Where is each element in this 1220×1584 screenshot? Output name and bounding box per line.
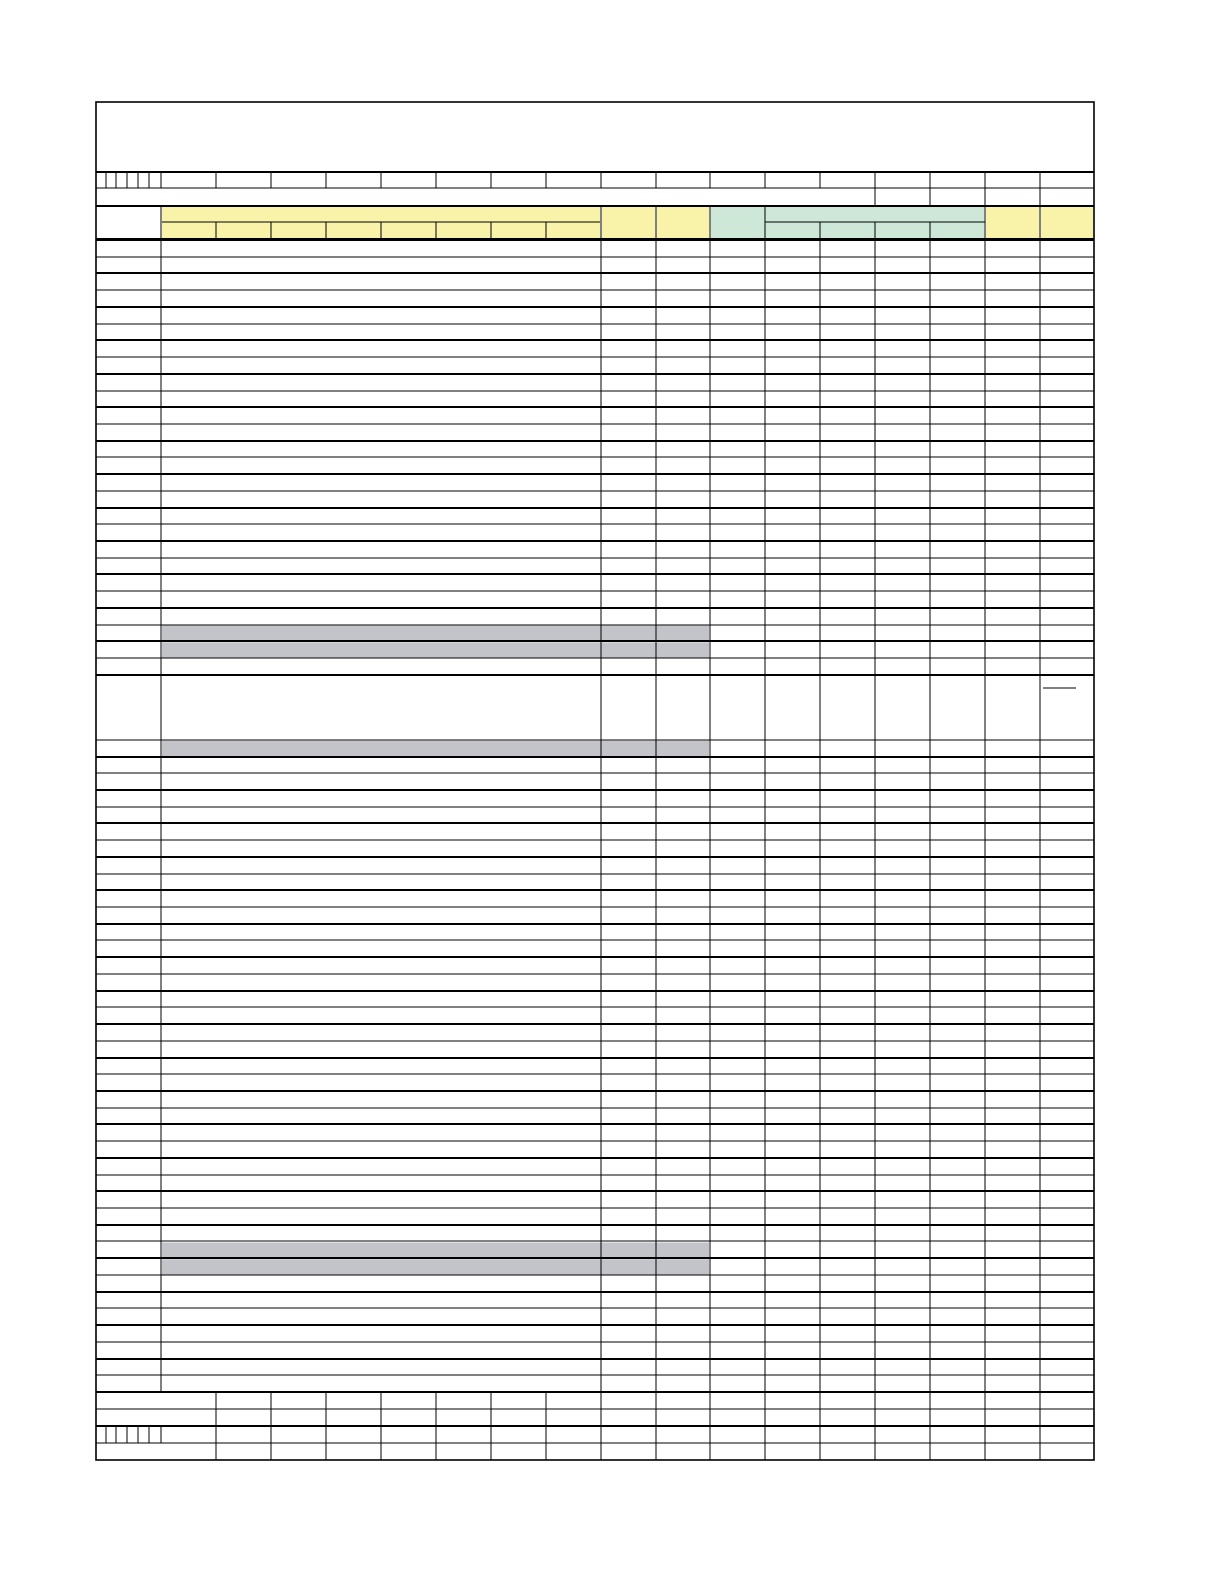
grayed-row <box>162 1242 709 1258</box>
yellow-header-cell <box>657 207 709 239</box>
yellow-header-cell <box>1041 207 1093 239</box>
grayed-row <box>162 626 709 642</box>
green-header-block <box>711 207 984 239</box>
yellow-header-cell <box>986 207 1039 239</box>
grayed-row <box>162 642 709 658</box>
grayed-row <box>162 1259 709 1275</box>
header-fills <box>162 207 1093 239</box>
yellow-header-cell <box>602 207 655 239</box>
grayed-row <box>162 741 709 757</box>
grayed-rows <box>162 626 709 1275</box>
